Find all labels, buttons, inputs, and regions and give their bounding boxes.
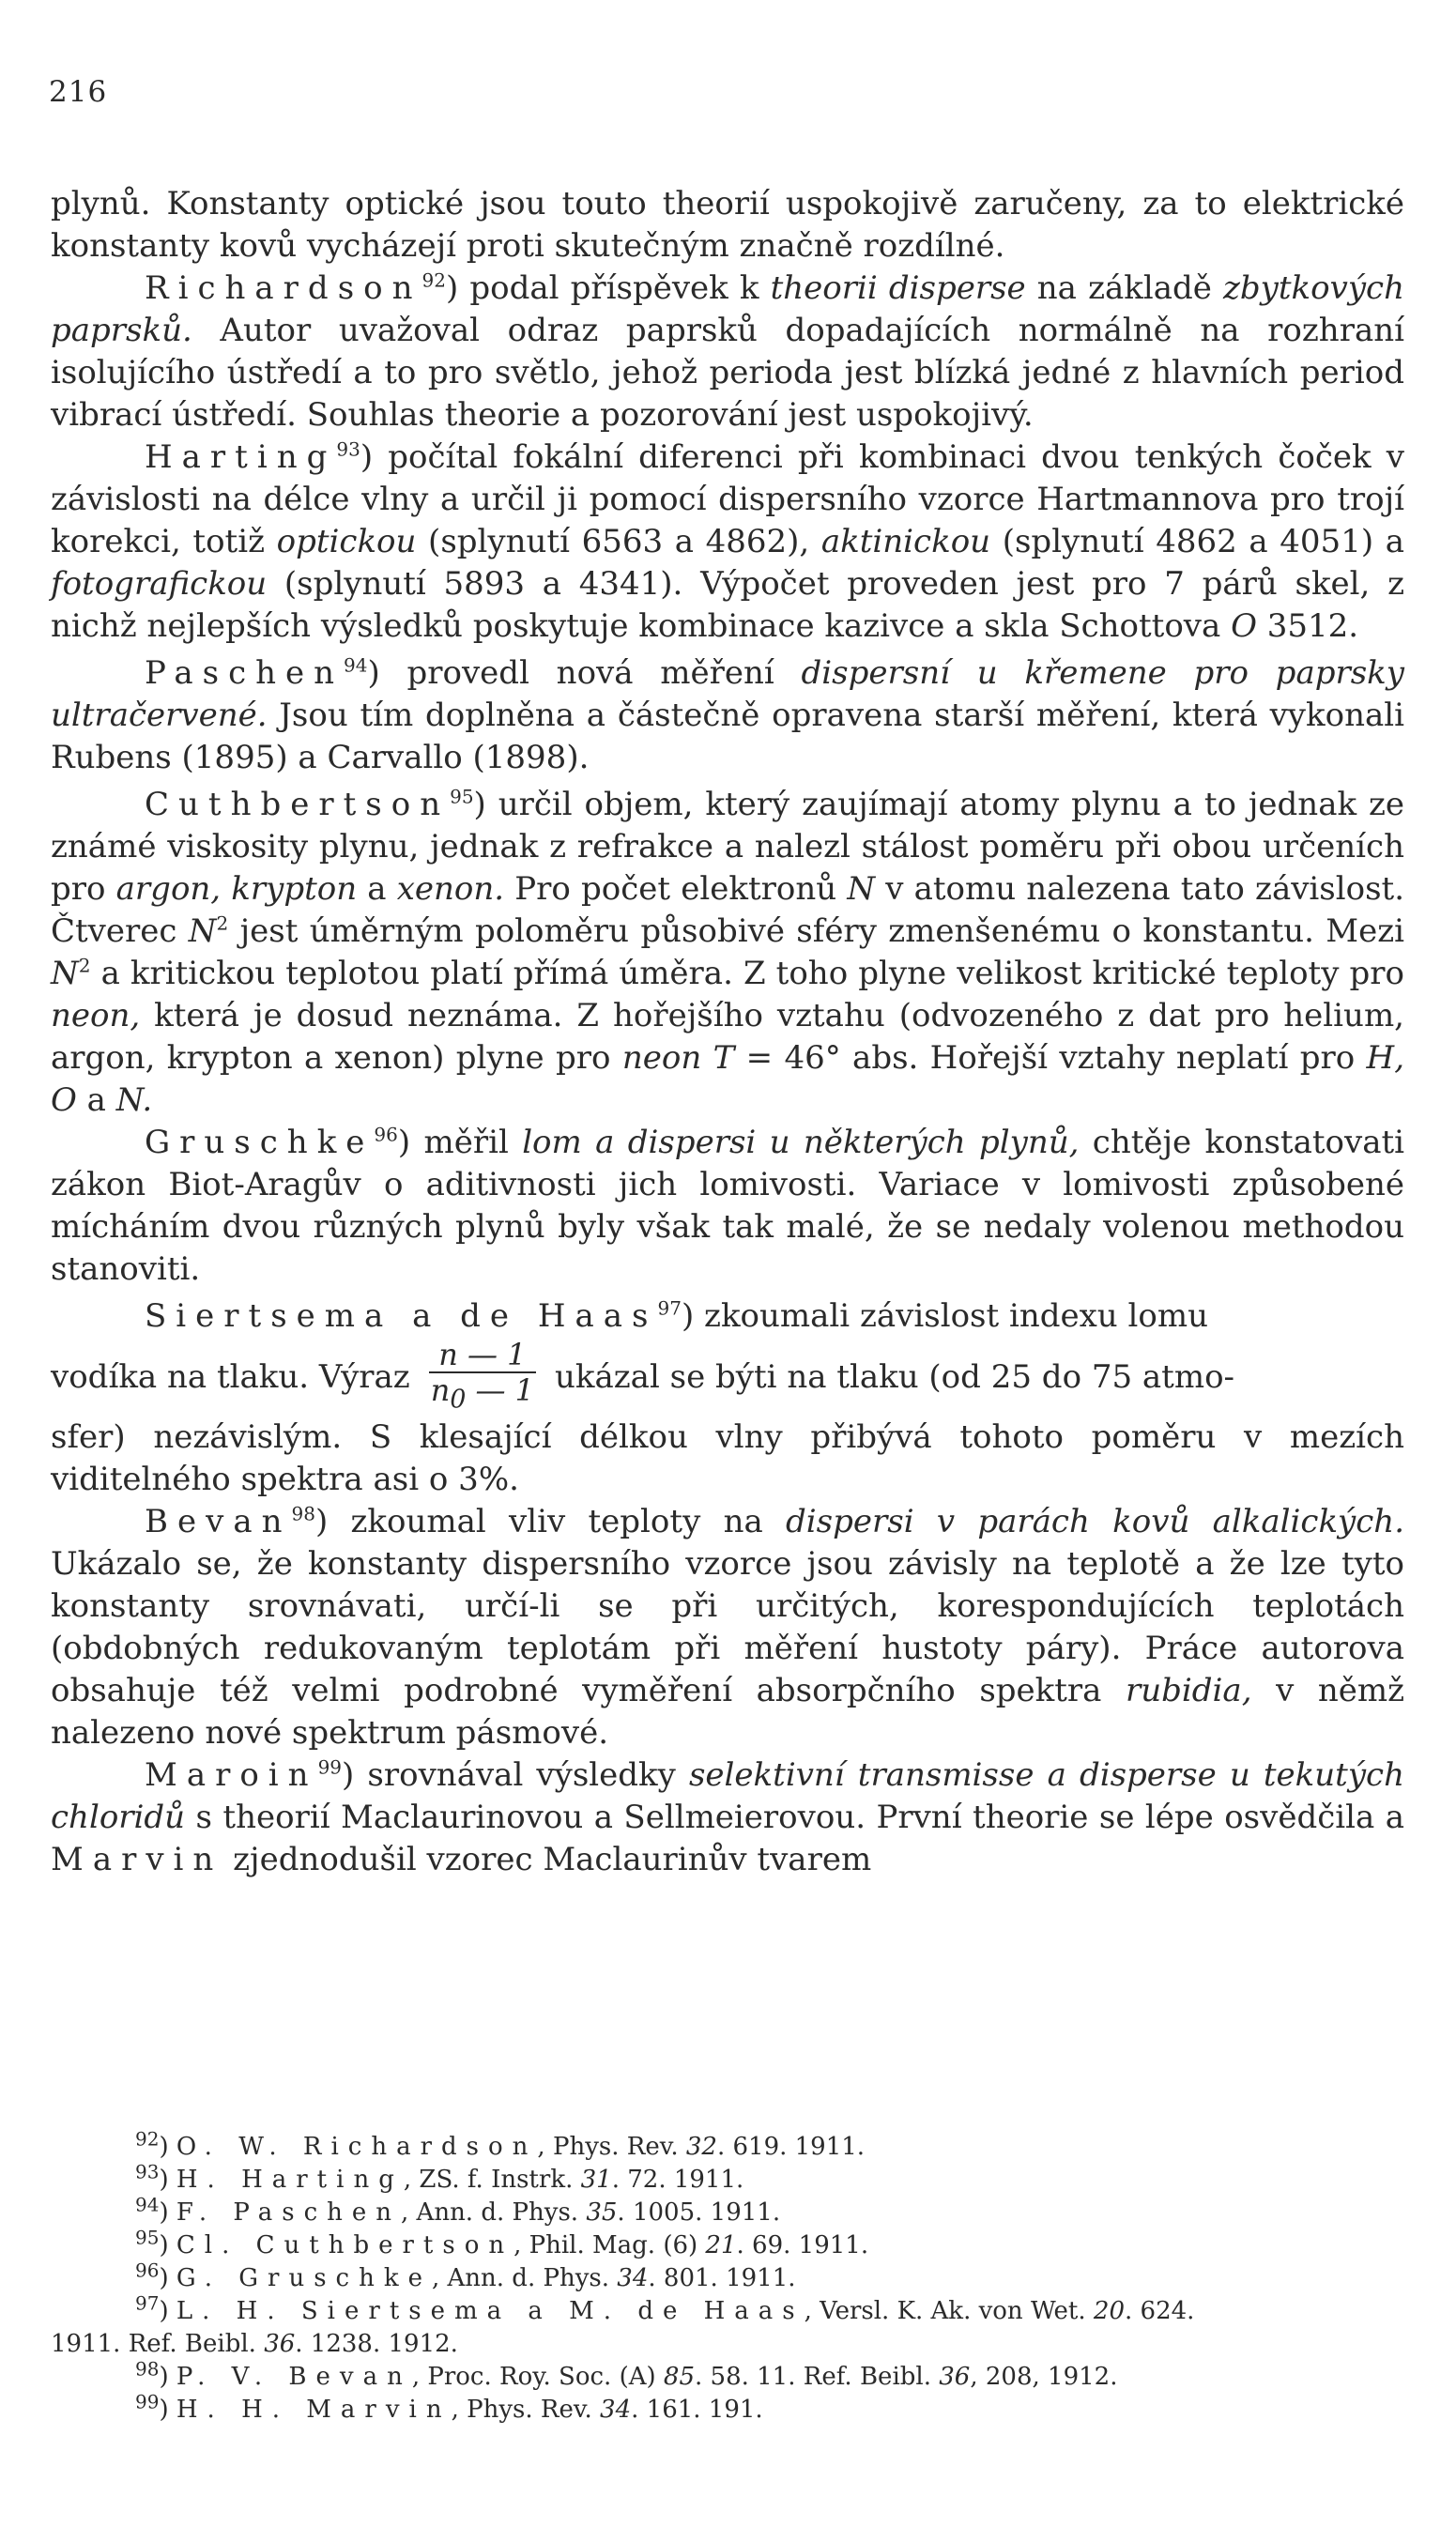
author-name: Siertsema a de Haas — [145, 1297, 658, 1335]
footnote-ref: 99 — [317, 1756, 343, 1780]
paragraph-paschen: Paschen$^{94}$) provedl nová měření dispersní u křemene pro paprsky ultračervené. Jsou tím doplněna a částečně opravena starší měření, která vykonali Rubens (1895) a Carvallo (1898). — [51, 653, 1404, 776]
footnote-ref: 97 — [657, 1296, 682, 1320]
paragraph-harting: Harting$^{93}$) počítal fokální diferenci při kombinaci dvou tenkých čoček v závislosti na délce vlny a určil ji pomocí dispersního vzorce Hartmannova pro trojí korekci, totiž optickou (splynutí 6563 a 4862), aktinickou (splynutí 4862 a 4051) a fotografickou (splynutí 5893 a 4341). Výpočet proveden jest pro 7 párů skel, z nichž nejlepších výsledků poskytuje kombinace kazivce a skla Schottova O 3512. — [51, 437, 1404, 645]
footnote-ref: 96 — [374, 1123, 398, 1146]
author-name: Maroin — [145, 1756, 318, 1795]
footnote-ref: 98 — [291, 1503, 315, 1526]
fraction-numerator: n — 1 — [429, 1338, 535, 1373]
paragraph-continuation: plynů. Konstanty optické jsou touto theorií uspokojivě zaručeny, za to elektrické konstanty kovů vycházejí proti skutečným značně rozdílné. — [51, 185, 1404, 265]
author-name: Cuthbertson — [145, 786, 451, 823]
author-name: Paschen — [145, 654, 345, 692]
footnote-ref: 93 — [336, 437, 360, 461]
fraction-formula — [421, 1338, 544, 1417]
footnote-96: $^{96}$) G. Gruschke, Ann. d. Phys. 34. 801. 1911. — [135, 2259, 796, 2292]
footnote-92: $^{92}$) O. W. Richardson, Phys. Rev. 32. 619. 1911. — [135, 2127, 866, 2161]
paragraph-cuthbertson: Cuthbertson$^{95}$) určil objem, který zaujímají atomy plynu a to jednak ze známé viskosity plynu, jednak z refrakce a nalezl stálost poměru při obou určeních pro argon, krypton a xenon. Pro počet elektronů N v atomu nalezena tato závislost. Čtverec $N^2$ jest úměrným poloměru působivé sféry zmenšenému o konstantu. Mezi $N^2$ a kritickou teplotou platí přímá úměra. Z toho plyne velikost kritické teploty pro neon, která je dosud neznáma. Z hořejšího vztahu (odvozeného z dat pro helium, argon, krypton a xenon) plyne pro neon T = 46° abs. Hořejší vztahy neplatí pro H, O a N. — [51, 785, 1405, 1119]
page-number: 216 — [49, 75, 108, 109]
footnote-98: $^{98}$) P. V. Bevan, Proc. Roy. Soc. (A) 85. 58. 11. Ref. Beibl. 36, 208, 1912. — [135, 2357, 1118, 2391]
footnote-94: $^{94}$) F. Paschen, Ann. d. Phys. 35. 1005. 1911. — [135, 2193, 781, 2227]
footnote-ref: 95 — [450, 785, 474, 808]
paragraph-bevan: Bevan$^{98}$) zkoumal vliv teploty na dispersi v parách kovů alkalických. Ukázalo se, že konstanty dispersního vzorce jsou závisly na teplotě a že lze tyto konstanty srovnávati, určí-li se při určitých, korespondujících teplotách (obdobných redukovaným teplotám při měření hustoty páry). Práce autorova obsahuje též velmi podrobné vyměření absorpčního spektra rubidia, v němž nalezeno nové spektrum pásmové. — [51, 1503, 1405, 1753]
fraction-denominator: $n_0$ — 1 — [430, 1372, 534, 1415]
footnote-97: $^{97}$) L. H. Siertsema a M. de Haas, Versl. K. Ak. von Wet. 20. 624. — [135, 2291, 1195, 2325]
main-text — [51, 183, 1404, 1881]
paragraph-siertsema-cont: sfer) nezávislým. S klesající délkou vlny přibývá tohoto poměru v mezích viditelného spektra asi o 3%. — [51, 1418, 1404, 1499]
author-name: Marvin — [51, 1841, 223, 1879]
footnote-ref: 92 — [421, 268, 446, 292]
footnotes — [51, 2127, 1404, 2427]
paragraph-maroin: Maroin$^{99}$) srovnával výsledky selektivní transmisse a disperse u tekutých chloridů s theorií Maclaurinovou a Sellmeierovou. První theorie se lépe osvědčila a Marvin zjednodušil vzorec Maclaurinův tvarem — [51, 1756, 1404, 1879]
author-name: Gruschke — [145, 1124, 375, 1161]
footnote-97-cont: 1911. Ref. Beibl. 36. 1238. 1912. — [51, 2330, 458, 2358]
formula-line: vodíka na tlaku. Výraz $\frac{n — 1}{n_0 — 1}$ ukázal se býti na tlaku (od 25 do 75 atmo- — [51, 1338, 1404, 1417]
paragraph-siertsema: Siertsema a de Haas$^{97}$) zkoumali závislost indexu lomu — [145, 1296, 1208, 1335]
author-name: Bevan — [145, 1503, 292, 1541]
footnote-ref: 94 — [344, 653, 368, 677]
paragraph-richardson: Richardson$^{92}$) podal příspěvek k theorii disperse na základě zbytkových paprsků. Autor uvažoval odraz paprsků dopadajících normálně na rozhraní isolujícího ústředí a to pro světlo, jehož perioda jest blízká jedné z hlavních period vibrací ústředí. Souhlas theorie a pozorování jest uspokojivý. — [51, 268, 1404, 434]
paragraph-gruschke: Gruschke$^{96}$) měřil lom a dispersi u některých plynů, chtěje konstatovati zákon Biot-Aragův o aditivnosti jich lomivosti. Variace v lomivosti způsobené mícháním dvou různých plynů byly však tak malé, že se nedaly volenou methodou stanoviti. — [51, 1123, 1404, 1288]
footnote-99: $^{99}$) H. H. Marvin, Phys. Rev. 34. 161. 191. — [135, 2390, 763, 2424]
author-name: Harting — [145, 438, 337, 476]
footnote-95: $^{95}$) Cl. Cuthbertson, Phil. Mag. (6) 21. 69. 1911. — [135, 2226, 869, 2259]
footnote-93: $^{93}$) H. Harting, ZS. f. Instrk. 31. 72. 1911. — [135, 2160, 744, 2194]
author-name: Richardson — [145, 269, 422, 307]
